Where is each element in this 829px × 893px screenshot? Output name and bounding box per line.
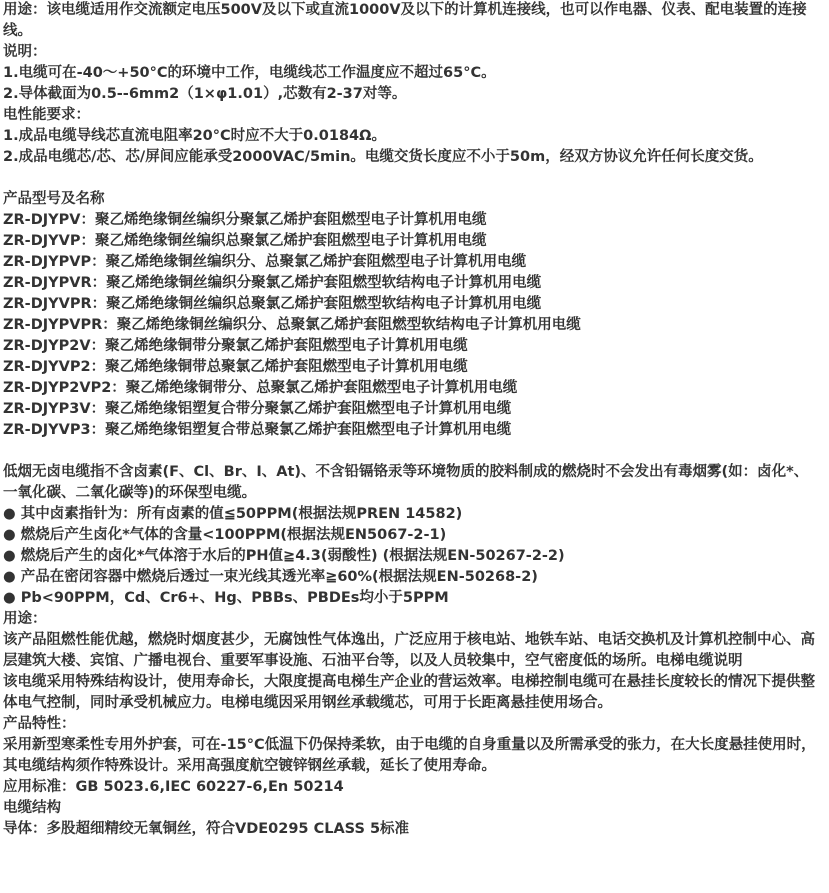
halogen-bullet: ● 产品在密闭容器中燃烧后透过一束光线其透光率≧60%(根据法规EN-50268-2): [3, 569, 538, 585]
product-item: ZR-DJYPV：聚乙烯绝缘铜丝编织分聚氯乙烯护套阻燃型电子计算机用电缆: [3, 212, 487, 228]
product-item: ZR-DJYP3V：聚乙烯绝缘铝塑复合带分聚氯乙烯护套阻燃型电子计算机用电缆: [3, 401, 512, 417]
product-item: ZR-DJYVP：聚乙烯绝缘铜丝编织总聚氯乙烯护套阻燃型电子计算机用电缆: [3, 233, 487, 249]
product-item: ZR-DJYPVP：聚乙烯绝缘铜丝编织分、总聚氯乙烯护套阻燃型电子计算机用电缆: [3, 254, 527, 270]
product-item: ZR-DJYVP2：聚乙烯绝缘铜带总聚氯乙烯护套阻燃型电子计算机用电缆: [3, 359, 468, 375]
product-item: ZR-DJYP2V：聚乙烯绝缘铜带分聚氯乙烯护套阻燃型电子计算机用电缆: [3, 338, 468, 354]
note-line: 1.电缆可在-40～+50°C的环境中工作，电缆线芯工作温度应不超过65°C。: [3, 65, 496, 81]
product-item: ZR-DJYVPR：聚乙烯绝缘铜丝编织总聚氯乙烯护套阻燃型软结构电子计算机用电缆: [3, 296, 542, 312]
structure-heading: 电缆结构: [3, 800, 61, 816]
features-heading: 产品特性：: [3, 716, 76, 732]
conductor-line: 导体：多股超细精绞无氧铜丝，符合VDE0295 CLASS 5标准: [3, 821, 410, 837]
notes-heading: 说明：: [3, 44, 47, 60]
halogen-bullet: ● 燃烧后产生卤化*气体的含量<100PPM(根据法规EN5067-2-1): [3, 527, 447, 543]
product-item: ZR-DJYPVR：聚乙烯绝缘铜丝编织分聚氯乙烯护套阻燃型软结构电子计算机用电缆: [3, 275, 542, 291]
product-item: ZR-DJYVP3：聚乙烯绝缘铝塑复合带总聚氯乙烯护套阻燃型电子计算机用电缆: [3, 422, 512, 438]
electrical-line: 2.成品电缆芯/芯、芯/屏间应能承受2000VAC/5min。电缆交货长度应不小于50m，经双方协议允许任何长度交货。: [3, 149, 763, 165]
usage-paragraph: 用途：该电缆适用作交流额定电压500V及以下或直流1000V及以下的计算机连接线，也可以作电器、仪表、配电装置的连接线。: [3, 2, 807, 39]
halogen-intro: 低烟无卤电缆指不含卤素(F、Cl、Br、I、At)、不含铅镉铬汞等环境物质的胶料制成的燃烧时不会发出有毒烟雾(如：卤化*、一氧化碳、二氧化碳等)的环保型电缆。: [3, 464, 809, 501]
electrical-heading: 电性能要求：: [3, 107, 90, 123]
halogen-usage-heading: 用途：: [3, 611, 47, 627]
spacer: [3, 168, 820, 189]
halogen-bullet: ● 其中卤素指针为：所有卤素的值≦50PPM(根据法规PREN 14582): [3, 506, 463, 522]
standards-line: 应用标准：GB 5023.6,IEC 60227-6,En 50214: [3, 779, 344, 795]
product-item: ZR-DJYPVPR：聚乙烯绝缘铜丝编织分、总聚氯乙烯护套阻燃型软结构电子计算机用电缆: [3, 317, 581, 333]
elevator-description: 该电缆采用特殊结构设计，使用寿命长，大限度提高电梯生产企业的营运效率。电梯控制电缆可在悬挂长度较长的情况下提供整体电气控制，同时承受机械应力。电梯电缆因采用钢丝承载缆芯，可用于长距离悬挂使用场合。: [3, 674, 815, 711]
note-line: 2.导体截面为0.5--6mm2（1×φ1.01）,芯数有2-37对等。: [3, 86, 407, 102]
halogen-bullet: ● Pb<90PPM，Cd、Cr6+、Hg、PBBs、PBDEs均小于5PPM: [3, 590, 449, 606]
products-heading: 产品型号及名称: [3, 191, 105, 207]
spacer: [3, 441, 820, 462]
product-item: ZR-DJYP2VP2：聚乙烯绝缘铜带分、总聚氯乙烯护套阻燃型电子计算机用电缆: [3, 380, 518, 396]
halogen-bullet: ● 燃烧后产生的卤化*气体溶于水后的PH值≧4.3(弱酸性) (根据法规EN-50267-2-2): [3, 548, 565, 564]
features-text: 采用新型寒柔性专用外护套，可在-15°C低温下仍保持柔软，由于电缆的自身重量以及所需承受的张力，在大长度悬挂使用时，其电缆结构须作特殊设计。采用高强度航空镀锌钢丝承载，延长了使用寿命。: [3, 737, 816, 774]
halogen-usage-text: 该产品阻燃性能优越，燃烧时烟度甚少，无腐蚀性气体逸出，广泛应用于核电站、地铁车站、电话交换机及计算机控制中心、高层建筑大楼、宾馆、广播电视台、重要军事设施、石油平台等，以及人员较集中，空气密度低的场所。电梯电缆说明: [3, 632, 815, 669]
electrical-line: 1.成品电缆导线芯直流电阻率20°C时应不大于0.0184Ω。: [3, 128, 386, 144]
